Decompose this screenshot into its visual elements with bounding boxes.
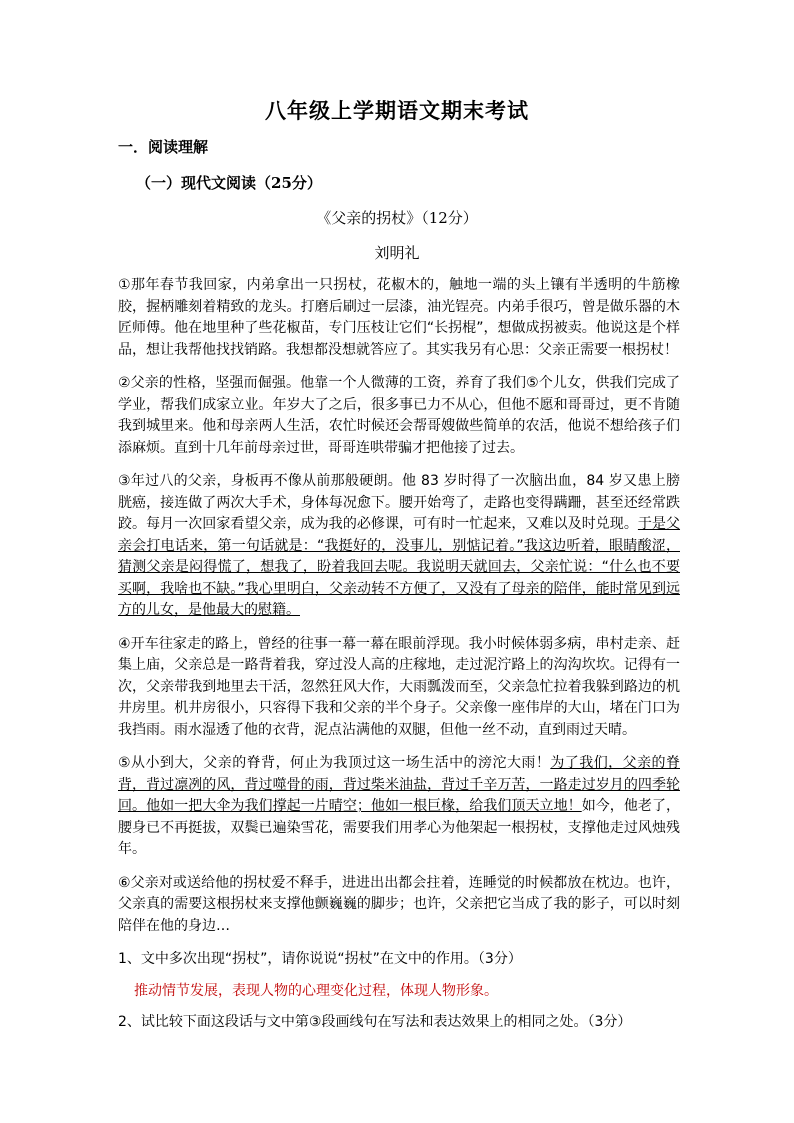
exam-title: 八年级上学期语文期末考试 [265, 98, 529, 123]
subsection-heading: （一）现代文阅读（25分） [136, 174, 322, 192]
paragraph-4: ④开车往家走的路上，曾经的往事一幕一幕在眼前浮现。我小时候体弱多病，串村走亲、赶集上庙，父亲总是一路背着我，穿过没人高的庄稼地，走过泥泞路上的沟沟坎坎。记得有一次，父亲带我到地里去干活，忽然狂风大作，大雨瓢泼而至，父亲急忙拉着我躲到路边的机井房里。机井房很小，只容得下我和父亲的半个身子。父亲像一座伟岸的大山，堵在门口为我挡雨。雨水湿透了他的衣背，泥点沾满他的双腿，但他一丝不动，直到雨过天晴。 [118, 635, 680, 738]
answer-1: 推动情节发展，表现人物的心理变化过程，体现人物形象。 [134, 982, 498, 999]
paragraph-1: ①那年春节我回家，内弟拿出一只拐杖，花椒木的，触地一端的头上镶有半透明的牛筋橡胶，握柄雕刻着精致的龙头。打磨后刷过一层漆，油光锃亮。内弟手很巧，曾是做乐器的木匠师傅。他在地里种了些花椒苗，专门压枝让它们“长拐棍”，想做成拐被卖。他说这是个样品，想让我帮他找找销路。我想都没想就答应了。其实我另有心思：父亲正需要一根拐杖！ [118, 277, 680, 358]
paragraph-6: ⑥父亲对或送给他的拐杖爱不释手，进进出出都会拄着，连睡觉的时候都放在枕边。也许，父亲真的需要这根拐杖来支撑他颤巍巍的脚步；也许，父亲把它当成了我的影子，可以时刻陪伴在他的身边… [118, 874, 680, 934]
article-title: 《父亲的拐杖》（12分） [316, 209, 478, 227]
paragraph-2: ②父亲的性格，坚强而倔强。他靠一个人微薄的工资，养育了我们⑤个儿女，供我们完成了学业，帮我们成家立业。年岁大了之后，很多事已力不从心，但他不愿和哥哥过，更不肯随我到城里来。他和母亲两人生活，农忙时候还会帮哥嫂做些简单的农活，他说不想给孩子们添麻烦。直到十几年前母亲过世，哥哥连哄带骗才把他接了过去。 [118, 375, 680, 456]
article-author: 刘明礼 [374, 244, 420, 262]
paragraph-5-text-end: 如今，他老了，腰身已不再挺拔，双鬓已遍染雪花，需要我们用孝心为他架起一根拐杖，支撑他走过风烛残年。 [118, 798, 681, 857]
underlined-sentence: 为了我们，父亲的脊背，背过凛冽的风，背过噬骨的雨，背过柴米油盐，背过千辛万苦，一路走过岁月的四季轮回。他如一把大伞为我们撑起一片晴空；他如一根巨椽，给我们顶天立地！ [118, 755, 680, 814]
section-heading: 一．阅读理解 [118, 138, 209, 156]
paragraph-5 [118, 753, 680, 861]
paragraph-3-text: ③年过八的父亲，身板再不像从前那般硬朗。他 83 岁时得了一次脑出血，84 岁又患上膀胱癌，接连做了两次大手术，身体每况愈下。腰开始弯了，走路也变得蹒跚，甚至还经常跌跤。每月一次回家看望父亲，成为我的必修课，可有时一忙起来，又难以及时兑现。 [118, 473, 680, 532]
question-2: 2、试比较下面这段话与文中第③段画线句在写法和表达效果上的相同之处。（3分） [118, 1014, 632, 1030]
question-1: 1、文中多次出现“拐杖”，请你说说“拐杖”在文中的作用。（3分） [118, 951, 522, 967]
paragraph-5-text: ⑤从小到大，父亲的脊背，何止为我顶过这一场生活中的滂沱大雨！ [118, 755, 551, 771]
article-body [118, 275, 680, 1044]
paragraph-3 [118, 471, 680, 622]
underlined-sentence: 于是父亲会打电话来，第一句话就是：“我挺好的，没事儿，别惦记着。”我这边听着，眼睛酸涩，猜测父亲是闷得慌了，想我了，盼着我回去呢。我说明天就回去，父亲忙说：“什么也不要买啊，我啥也不缺。”我心里明白，父亲动转不方便了，又没有了母亲的陪伴，能时常见到远方的儿女，是他最大的慰籍。 [118, 516, 681, 618]
